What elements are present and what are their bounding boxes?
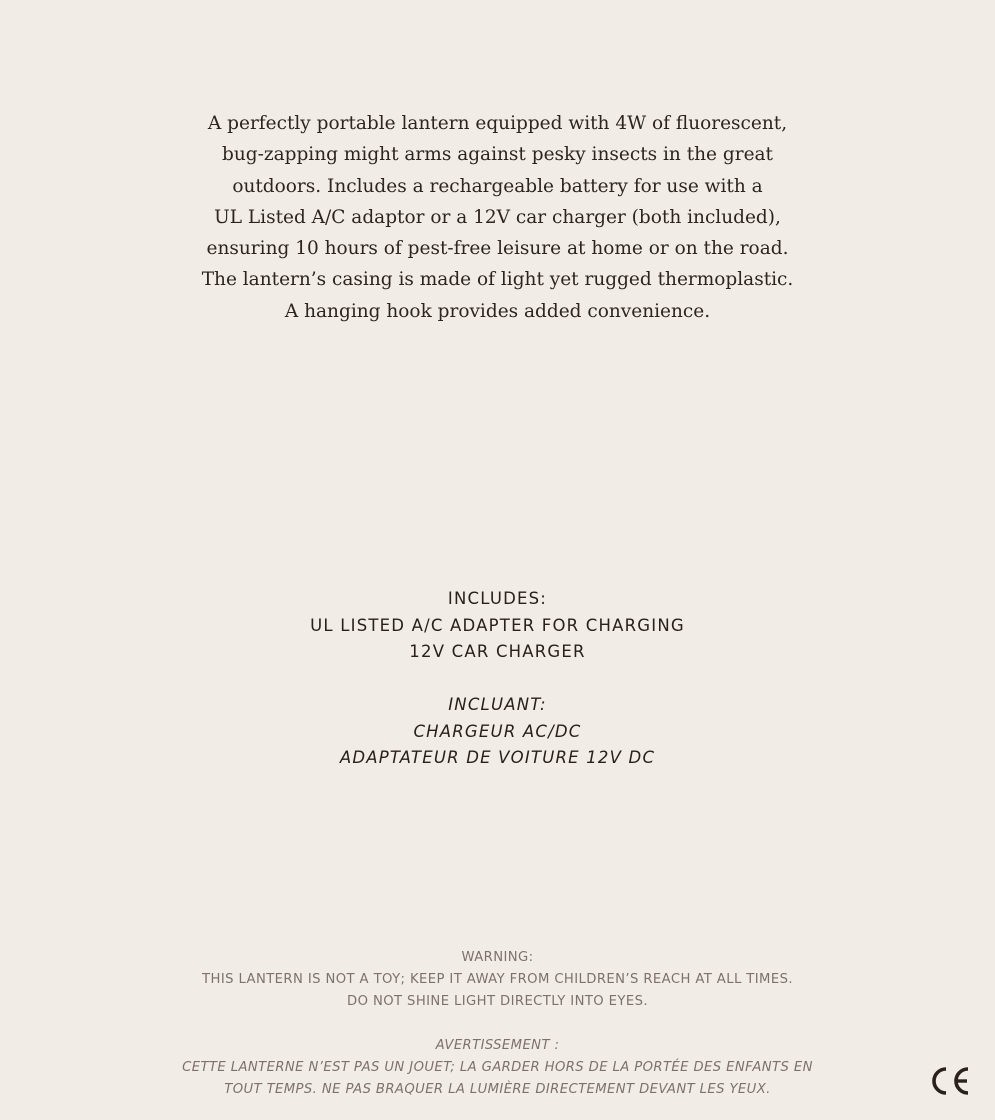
includes-heading: INCLUDES:	[447, 589, 548, 608]
description-line: UL Listed A/C adaptor or a 12V car charger (both included),	[214, 206, 781, 228]
description-line: A hanging hook provides added convenience.	[284, 300, 711, 322]
includes-heading-fr: INCLUANT:	[448, 695, 547, 714]
warning-line: DO NOT SHINE LIGHT DIRECTLY INTO EYES.	[347, 994, 648, 1009]
description-line: ensuring 10 hours of pest-free leisure at home or on the road.	[206, 238, 789, 260]
includes-item: UL LISTED A/C ADAPTER FOR CHARGING	[310, 615, 685, 635]
description-line: The lantern’s casing is made of light yet rugged thermoplastic.	[201, 269, 794, 291]
warning-line-fr: TOUT TEMPS. NE PAS BRAQUER LA LUMIÈRE DIRECTEMENT DEVANT LES YEUX.	[224, 1082, 771, 1097]
warning-line-fr: CETTE LANTERNE N’EST PAS UN JOUET; LA GARDER HORS DE LA PORTÉE DES ENFANTS EN	[182, 1060, 813, 1075]
description-line: outdoors. Includes a rechargeable battery for use with a	[232, 175, 763, 197]
includes-item-fr: ADAPTATEUR DE VOITURE 12V DC	[339, 748, 656, 767]
includes-item: 12V CAR CHARGER	[409, 642, 586, 661]
warning-english	[0, 947, 995, 1013]
includes-item-fr: CHARGEUR AC/DC	[413, 721, 582, 741]
warning-heading: WARNING:	[461, 950, 534, 965]
product-description	[0, 108, 995, 327]
description-line: A perfectly portable lantern equipped with 4W of fluorescent,	[207, 113, 788, 134]
includes-list-french	[0, 692, 995, 772]
includes-list-english	[0, 586, 995, 666]
warning-line: THIS LANTERN IS NOT A TOY; KEEP IT AWAY FROM CHILDREN’S REACH AT ALL TIMES.	[202, 972, 793, 987]
warning-french	[0, 1035, 995, 1101]
ce-mark-icon	[929, 1064, 971, 1098]
description-line: bug-zapping might arms against pesky insects in the great	[222, 144, 773, 166]
warning-heading-fr: AVERTISSEMENT :	[435, 1038, 560, 1053]
